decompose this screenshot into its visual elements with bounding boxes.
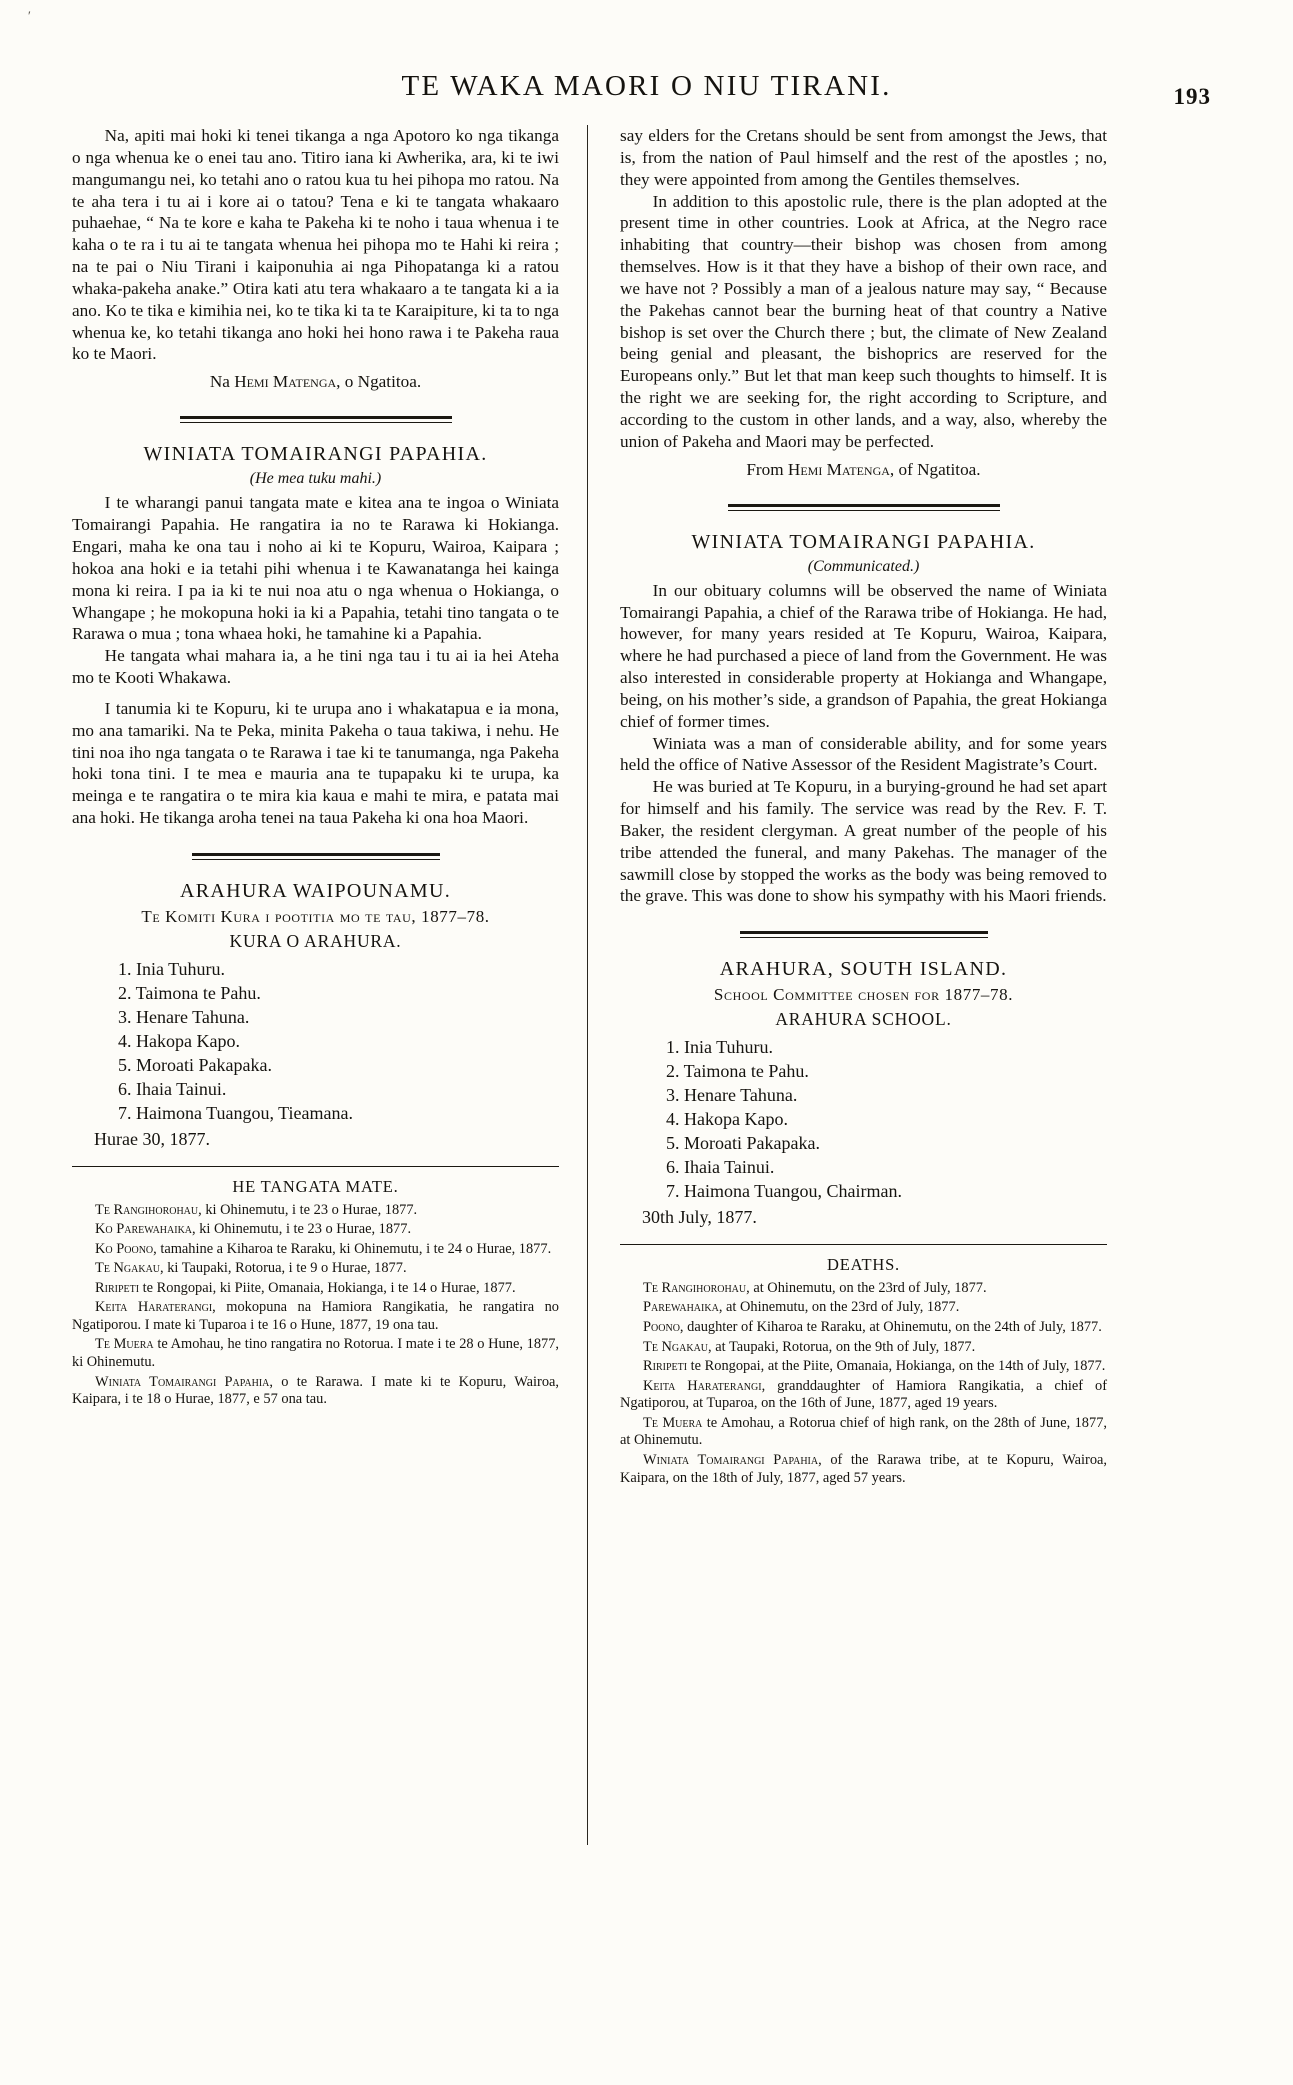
section-divider-rule <box>192 853 440 860</box>
article-title: ARAHURA, SOUTH ISLAND. <box>719 958 1008 981</box>
left-article-winiata <box>72 443 559 829</box>
article-title: ARAHURA WAIPOUNAMU. <box>179 879 452 902</box>
paragraph: In our obituary columns will be observed the name of Winiata Tomairangi Papahia, a chief of the Rarawa tribe of Hokianga. He had, however, for many years resided at Te Kopuru, Wairoa, Kaipara, where he had purchased a piece of land from the Government. He was also interested in considerable property at Hokianga and Whangape, being, on his mother’s side, a grandson of Papahia, the great Hokianga chief of former times. <box>620 580 1107 731</box>
paragraph: He tangata whai mahara ia, a he tini nga tau i tu ai ia hei Ateha mo te Kooti Whakawa. <box>72 646 559 688</box>
signature-name: Hemi Matenga <box>234 372 337 392</box>
right-article-continuation <box>620 125 1107 480</box>
death-notice: Riripeti te Rongopai, at the Piite, Omanaia, Hokianga, on the 14th of July, 1877. <box>643 1358 1106 1375</box>
right-column <box>594 125 1107 1845</box>
death-notice: Te Ngakau, ki Taupaki, Rotorua, i te 9 o Hurae, 1877. <box>95 1260 407 1277</box>
deaths-title: HE TANGATA MATE. <box>232 1176 399 1196</box>
death-notice: Te Muera te Amohau, he tino rangatira no Rotorua. I mate i te 28 o Hune, 1877, ki Ohinemutu. <box>72 1336 559 1370</box>
masthead <box>72 70 1221 109</box>
list-item: 6. Ihaia Tainui. <box>666 1157 775 1177</box>
signature-suffix: , o Ngatitoa. <box>336 372 422 392</box>
deaths-divider-rule <box>72 1166 559 1167</box>
death-notice: Keita Haraterangi, mokopuna na Hamiora Rangikatia, he rangatira no Ngatiporou. I mate ki Tuparoa i te 16 o Hune, 1877, 19 ona tau. <box>72 1299 559 1333</box>
page-number: 193 <box>1173 84 1211 109</box>
article-subtitle: (Communicated.) <box>807 557 920 575</box>
list-item: 2. Taimona te Pahu. <box>118 982 261 1003</box>
committee-name-list <box>72 958 559 1126</box>
list-item: 5. Moroati Pakapaka. <box>118 1054 272 1075</box>
list-item: 1. Inia Tuhuru. <box>666 1037 774 1058</box>
left-deaths-section <box>72 1177 559 1409</box>
masthead-title: TE WAKA MAORI O NIU TIRANI. <box>401 70 892 102</box>
section-divider-rule <box>740 931 988 938</box>
signature-prefix: From <box>746 459 788 479</box>
deaths-divider-rule <box>620 1244 1107 1245</box>
article-subtitle: (He mea tuku mahi.) <box>249 470 382 488</box>
deaths-title: DEATHS. <box>827 1254 900 1274</box>
death-notice: Parewahaika, at Ohinemutu, on the 23rd of July, 1877. <box>643 1299 960 1316</box>
article-signature <box>72 372 559 392</box>
death-notice: Te Ngakau, at Taupaki, Rotorua, on the 9th of July, 1877. <box>643 1338 976 1355</box>
left-article-arahura <box>72 880 559 1150</box>
death-notice: Winiata Tomairangi Papahia, o te Rarawa. I mate ki te Kopuru, Wairoa, Kaipara, i te 18 o Hurae, 1877, e 57 ona tau. <box>72 1373 559 1408</box>
death-notice: Poono, daughter of Kiharoa te Raraku, at Ohinemutu, on the 24th of July, 1877. <box>643 1319 1102 1335</box>
signature-name: Hemi Matenga <box>787 459 890 479</box>
paragraph: say elders for the Cretans should be sent from amongst the Jews, that is, from the nation of Paul himself and the rest of the apostles ; no, they were appointed from among the Gentiles themselves. <box>620 126 1107 189</box>
article-subtitle: Te Komiti Kura i pootitia mo te tau, 1877–78. <box>141 906 490 926</box>
section-divider-rule <box>180 416 452 423</box>
death-notice: Keita Haraterangi, granddaughter of Hamiora Rangikatia, a chief of Ngatiporou, at Tuparoa, on the 16th of June, 1877, aged 19 years. <box>620 1377 1107 1412</box>
columns-container <box>72 125 1221 1845</box>
list-item: 6. Ihaia Tainui. <box>118 1078 227 1099</box>
list-item: 1. Inia Tuhuru. <box>118 958 226 979</box>
signature-suffix: , of Ngatitoa. <box>889 459 981 479</box>
paragraph: I te wharangi panui tangata mate e kitea ana te ingoa o Winiata Tomairangi Papahia. He rangatira ia no te Rarawa ki Hokianga. Engari, maha ke ona tau i noho ai ki te Kopuru, Wairoa, Kaipara ; hokoa ana hoki e ia tetahi pihi whenua i te Kawanatanga hei kainga mona ki reira. I pa ia ki te nui noa atu o nga whenua o Hokianga, o Whangape ; he mokopuna hoki ia ki a Papahia, tetahi tino tangata o te Rarawa o mua ; tona whaea hoki, he tamahine ki a Papahia. <box>72 493 559 644</box>
committee-name-list <box>620 1036 1107 1204</box>
left-column <box>72 125 581 1845</box>
death-notice: Te Rangihorohau, at Ohinemutu, on the 23rd of July, 1877. <box>643 1279 987 1296</box>
list-item: 3. Henare Tahuna. <box>118 1006 250 1027</box>
left-article-continuation <box>72 125 559 392</box>
list-item: 7. Haimona Tuangou, Chairman. <box>666 1180 902 1201</box>
right-deaths-section <box>620 1255 1107 1487</box>
paragraph: In addition to this apostolic rule, there is the plan adopted at the present time in other countries. Look at Africa, at the Negro race inhabiting that country—their bishop was chosen from among themselves. How is it that they have a bishop of their own race, and we have not ? Possibly a man of a jealous nature may say, “ Because the Pakehas cannot bear the burning heat of that country a Native bishop is set over the Church there ; but, the climate of New Zealand being genial and pleasant, the bishoprics are reserved for the Europeans only.” But let that man keep such thoughts to himself. It is the right we are seeking for, the right according to Scripture, and according to the custom in other lands, and a way, also, whereby the union of Pakeha and Maori may be perfected. <box>620 191 1107 451</box>
article-subtitle: School Committee chosen for 1877–78. <box>713 985 1014 1005</box>
list-date-footer: Hurae 30, 1877. <box>94 1128 210 1149</box>
paragraph: Na, apiti mai hoki ki tenei tikanga a nga Apotoro ko nga tikanga o nga whenua ke o enei tau ano. Titiro iana ki Awherika, ara, ki te iwi mangumangu nei, ko tetahi ano o ratou kua tu hei pihopa mo ratou. Na te aha tera i tu ai i kore ai o tatou? Tena e ki te tangata whakaaro puhaehae, “ Na te kore e kaha te Pakeha ki te noho i taua whenua i te kaha o te ra i tu ai te tangata whenua hei pihopa mo te Hahi ki reira ; na te pai o Niu Tirani i kaiponuhia ai nga Pihopatanga ki a ratou whaka-pakeha anake.” Otira kati atu tera whakaaro a te tangata ki a ia ano. Ko te tika e kimihia nei, ko te tika ki ta te Karaipiture, ki ta to nga whenua ke, ko tetahi tikanga ano hoki hei hono rawa i te Pakeha raua ko te Maori. <box>72 126 559 364</box>
list-item: 5. Moroati Pakapaka. <box>666 1133 820 1154</box>
death-notice: Winiata Tomairangi Papahia, of the Rarawa tribe, at te Kopuru, Wairoa, Kaipara, on the 18th of July, 1877, aged 57 years. <box>620 1451 1107 1486</box>
death-notice: Ko Poono, tamahine a Kiharoa te Raraku, ki Ohinemutu, i te 24 o Hurae, 1877. <box>95 1240 552 1257</box>
paragraph: He was buried at Te Kopuru, in a burying-ground he had set apart for himself and his family. The service was read by the Rev. F. T. Baker, the resident clergyman. A great number of the people of his tribe attended the funeral, and many Pakehas. The manager of the sawmill close by stopped the works as the body was being removed to the grave. This was done to show his sympathy with his Maori friends. <box>620 777 1107 906</box>
column-divider <box>587 125 588 1845</box>
page-speck: ′ <box>28 8 31 23</box>
death-notice: Te Muera te Amohau, a Rotorua chief of high rank, on the 28th of June, 1877, at Ohinemutu. <box>620 1414 1107 1449</box>
right-article-winiata <box>620 531 1107 908</box>
list-item: 7. Haimona Tuangou, Tieamana. <box>118 1102 354 1123</box>
section-divider-rule <box>728 504 1000 511</box>
right-article-arahura <box>620 958 1107 1228</box>
signature-prefix: Na <box>209 372 235 392</box>
article-signature <box>620 460 1107 480</box>
list-date-footer: 30th July, 1877. <box>642 1206 757 1227</box>
list-item: 4. Hakopa Kapo. <box>118 1030 240 1051</box>
article-subheading: ARAHURA SCHOOL. <box>775 1009 952 1030</box>
list-item: 3. Henare Tahuna. <box>666 1085 798 1106</box>
article-subheading: KURA O ARAHURA. <box>229 930 402 951</box>
death-notice: Te Rangihorohau, ki Ohinemutu, i te 23 o Hurae, 1877. <box>95 1201 418 1218</box>
list-item: 2. Taimona te Pahu. <box>666 1061 809 1082</box>
death-notice: Riripeti te Rongopai, ki Piite, Omanaia, Hokianga, i te 14 o Hurae, 1877. <box>95 1279 516 1296</box>
paragraph: I tanumia ki te Kopuru, ki te urupa ano i whakatapua e ia mona, mo ana tamariki. Na te Peka, minita Pakeha o taua takiwa, i nehu. He tini noa iho nga tangata o te Rarawa i tae ki te tanumanga, nga Pakeha hoki tona tini. I te mea e mauria ana te tupapaku ki te urupa, ka meinga e te rangatira o te mira kia kaua e mahi te mira, e patata mai ana hoki. He tikanga aroha tenei na taua Pakeha ki ona hoa Maori. <box>72 698 559 828</box>
death-notice: Ko Parewahaika, ki Ohinemutu, i te 23 o Hurae, 1877. <box>95 1221 412 1238</box>
article-title: WINIATA TOMAIRANGI PAPAHIA. <box>143 443 488 466</box>
article-title: WINIATA TOMAIRANGI PAPAHIA. <box>691 530 1036 553</box>
paragraph: Winiata was a man of considerable ability, and for some years held the office of Native Assessor of the Resident Magistrate’s Court. <box>620 733 1107 775</box>
list-item: 4. Hakopa Kapo. <box>666 1109 788 1130</box>
